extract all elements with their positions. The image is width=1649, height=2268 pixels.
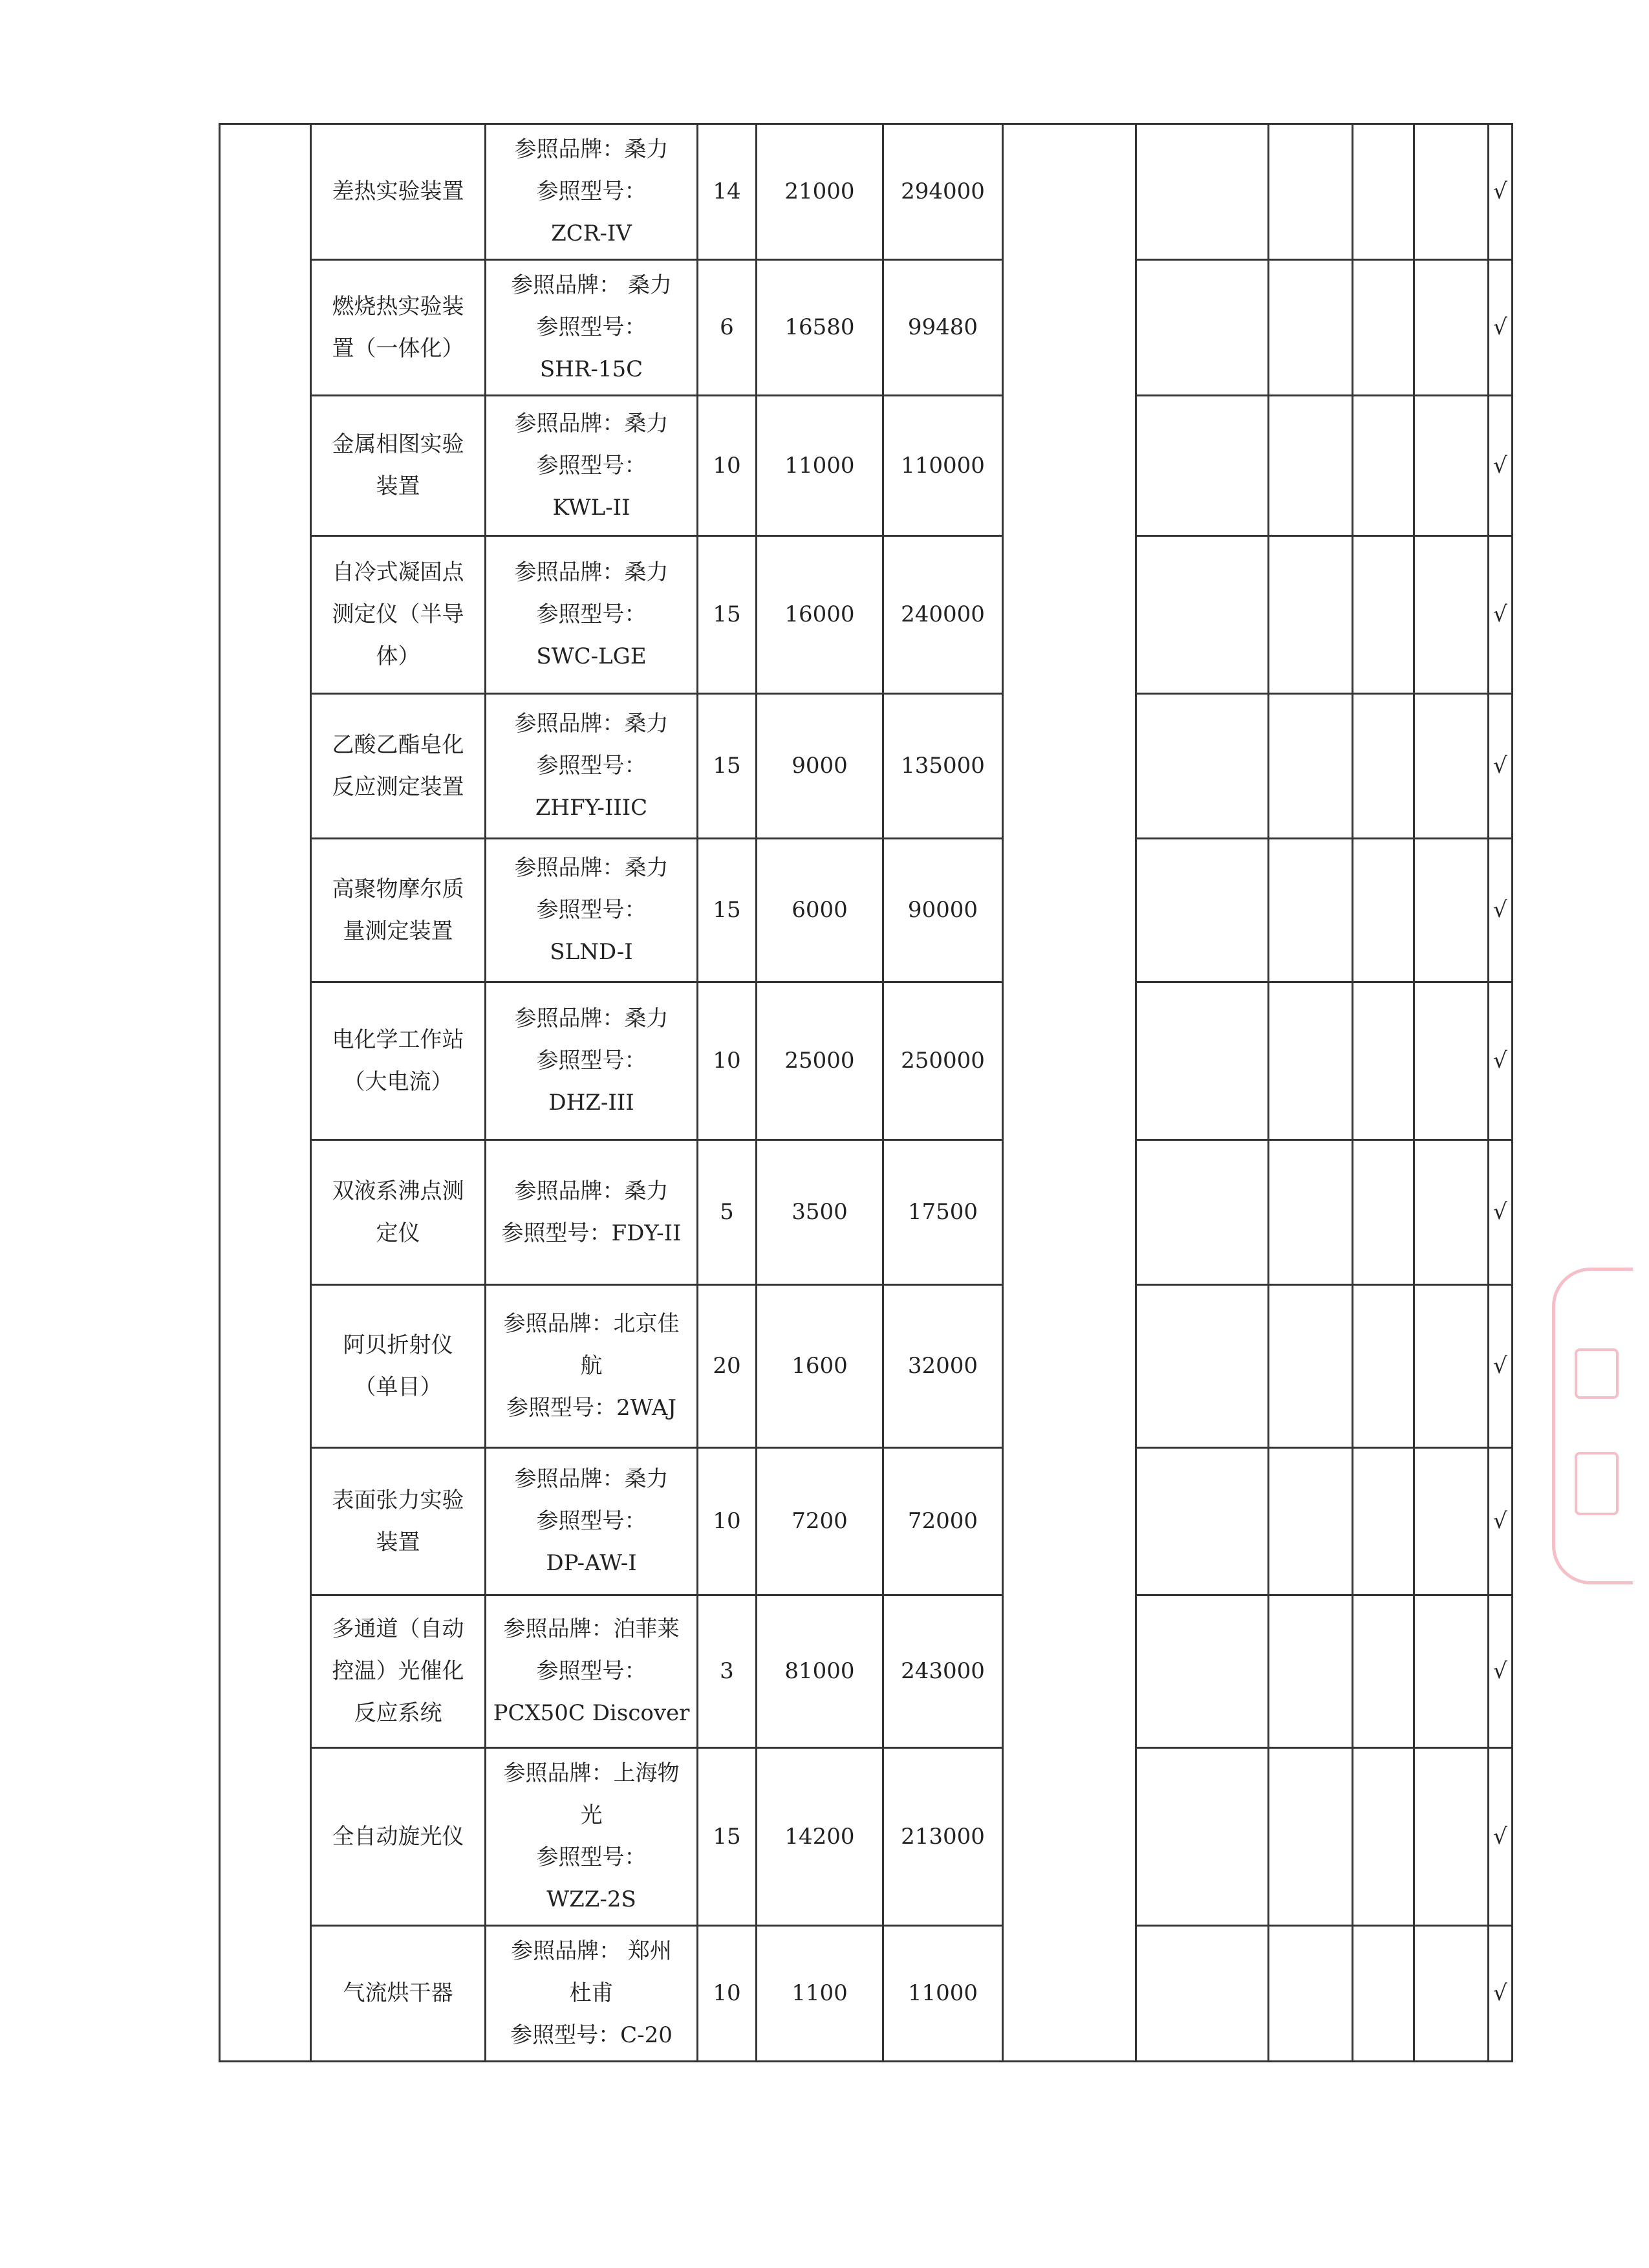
item-reference: 参照品牌：桑力 参照型号： DP-AW-I [514,1466,669,1576]
item-unit-price: 25000 [784,1048,855,1074]
blank-cell [1136,124,1269,260]
blank-cell [1136,1140,1269,1285]
blank-cell [1136,1926,1269,2062]
check-cell [1489,124,1513,260]
item-unit-price: 11000 [784,452,855,479]
item-quantity-cell [698,260,757,396]
checkmark: √ [1493,753,1507,779]
item-name: 电化学工作站 （大电流） [332,1026,464,1095]
blank-cell [1269,536,1353,694]
item-name-cell [311,839,486,982]
table-row [220,1448,1513,1595]
item-quantity-cell [698,982,757,1140]
item-unit-price-cell [757,1285,883,1448]
blank-cell [1414,1748,1489,1926]
item-unit-price: 81000 [784,1658,855,1684]
checkmark: √ [1493,314,1507,340]
blank-cell [1136,260,1269,396]
item-name: 气流烘干器 [343,1980,453,2006]
table-row [220,1926,1513,2062]
blank-cell [1136,694,1269,839]
blank-cell [1414,1448,1489,1595]
blank-cell [1353,1448,1414,1595]
item-quantity: 10 [713,1980,741,2006]
equipment-table [219,123,1513,2062]
table-row [220,1595,1513,1748]
table-row [220,124,1513,260]
item-name: 乙酸乙酯皂化 反应测定装置 [332,731,464,800]
check-cell [1489,1448,1513,1595]
blank-cell [1414,396,1489,536]
blank-cell [1353,536,1414,694]
item-total-price-cell [883,536,1003,694]
check-cell [1489,536,1513,694]
item-total-price: 250000 [901,1048,985,1074]
item-quantity: 6 [720,314,734,340]
item-quantity-cell [698,124,757,260]
item-quantity: 10 [713,1508,741,1534]
item-reference-cell [486,396,698,536]
item-total-price-cell [883,1285,1003,1448]
item-reference: 参照品牌：桑力 参照型号： ZCR-IV [514,136,669,246]
blank-cell [1414,1595,1489,1748]
item-unit-price-cell [757,1926,883,2062]
item-reference-cell [486,982,698,1140]
item-total-price-cell [883,1926,1003,2062]
blank-cell [1136,839,1269,982]
item-name-cell [311,260,486,396]
item-total-price-cell [883,124,1003,260]
blank-cell [1136,1285,1269,1448]
table-body [220,124,1513,2062]
blank-cell [1269,1448,1353,1595]
blank-cell [1269,1285,1353,1448]
check-cell [1489,1285,1513,1448]
item-name-cell [311,1748,486,1926]
item-name: 高聚物摩尔质 量测定装置 [332,876,464,944]
merged-blank-cell [1003,124,1136,2062]
checkmark: √ [1493,452,1507,479]
item-total-price: 294000 [901,178,985,204]
blank-cell [1353,839,1414,982]
item-quantity: 15 [713,1823,741,1850]
blank-cell [1353,260,1414,396]
blank-cell [1269,1926,1353,2062]
item-reference-cell [486,1926,698,2062]
item-total-price-cell [883,1140,1003,1285]
item-total-price: 32000 [907,1353,978,1379]
checkmark: √ [1493,178,1507,204]
blank-cell [1269,1140,1353,1285]
blank-cell [1353,124,1414,260]
item-reference-cell [486,536,698,694]
table-row [220,839,1513,982]
item-total-price-cell [883,396,1003,536]
blank-cell [1414,694,1489,839]
blank-cell [1414,982,1489,1140]
item-name-cell [311,982,486,1140]
item-reference: 参照品牌： 郑州 杜甫 参照型号：C-20 [510,1938,673,2048]
blank-cell [1269,1748,1353,1926]
item-unit-price-cell [757,1140,883,1285]
item-reference-cell [486,1595,698,1748]
item-unit-price: 3500 [792,1199,848,1225]
item-total-price: 213000 [901,1823,985,1850]
blank-cell [1353,982,1414,1140]
item-unit-price-cell [757,839,883,982]
item-total-price-cell [883,839,1003,982]
item-quantity-cell [698,839,757,982]
table-row [220,694,1513,839]
item-reference: 参照品牌：泊菲莱 参照型号： PCX50C Discover [493,1616,690,1726]
item-unit-price: 14200 [784,1823,855,1850]
check-cell [1489,839,1513,982]
item-quantity-cell [698,1926,757,2062]
item-reference-cell [486,694,698,839]
item-reference: 参照品牌：上海物 光 参照型号： WZZ-2S [503,1760,680,1912]
item-unit-price-cell [757,1748,883,1926]
red-seal-stamp [1552,1268,1633,1584]
item-total-price: 72000 [907,1508,978,1534]
checkmark: √ [1493,1353,1507,1379]
item-total-price: 90000 [907,897,978,923]
item-name-cell [311,124,486,260]
item-quantity: 14 [713,178,741,204]
item-total-price: 240000 [901,601,985,627]
item-unit-price-cell [757,124,883,260]
item-total-price: 99480 [907,314,978,340]
item-unit-price-cell [757,260,883,396]
check-cell [1489,260,1513,396]
item-quantity: 10 [713,452,741,479]
item-quantity-cell [698,694,757,839]
item-reference: 参照品牌：桑力 参照型号：FDY-II [501,1178,682,1246]
blank-cell [1269,124,1353,260]
checkmark: √ [1493,1658,1507,1684]
check-cell [1489,1140,1513,1285]
table-row [220,982,1513,1140]
item-reference-cell [486,839,698,982]
item-total-price-cell [883,260,1003,396]
item-total-price: 135000 [901,753,985,779]
blank-cell [1414,1140,1489,1285]
item-total-price: 17500 [907,1199,978,1225]
item-quantity-cell [698,536,757,694]
checkmark: √ [1493,897,1507,923]
blank-cell [1353,1748,1414,1926]
item-name: 多通道（自动 控温）光催化 反应系统 [332,1616,464,1726]
item-quantity: 15 [713,897,741,923]
blank-cell [1136,982,1269,1140]
item-reference: 参照品牌：桑力 参照型号： SWC-LGE [514,559,669,669]
item-name: 双液系沸点测 定仪 [332,1178,464,1246]
item-name-cell [311,694,486,839]
blank-cell [1414,1285,1489,1448]
item-reference-cell [486,1140,698,1285]
item-unit-price: 1100 [792,1980,848,2006]
blank-cell [1414,260,1489,396]
blank-cell [1136,1448,1269,1595]
item-unit-price-cell [757,1448,883,1595]
checkmark: √ [1493,601,1507,627]
blank-cell [1414,124,1489,260]
item-unit-price-cell [757,694,883,839]
item-reference-cell [486,260,698,396]
item-quantity-cell [698,1140,757,1285]
blank-cell [1414,839,1489,982]
item-quantity: 3 [720,1658,734,1684]
item-quantity-cell [698,1285,757,1448]
item-total-price-cell [883,1748,1003,1926]
check-cell [1489,1748,1513,1926]
item-unit-price: 16000 [784,601,855,627]
item-unit-price: 7200 [792,1508,848,1534]
item-total-price-cell [883,694,1003,839]
item-quantity-cell [698,1595,757,1748]
table-row [220,1285,1513,1448]
item-unit-price: 1600 [792,1353,848,1379]
blank-cell [1269,260,1353,396]
item-name: 燃烧热实验装 置（一体化） [332,293,464,362]
blank-cell [1269,1595,1353,1748]
check-cell [1489,1595,1513,1748]
blank-cell [1353,1926,1414,2062]
item-unit-price-cell [757,1595,883,1748]
check-cell [1489,694,1513,839]
item-name-cell [311,1926,486,2062]
table-row [220,260,1513,396]
item-name-cell [311,1448,486,1595]
item-name-cell [311,1140,486,1285]
blank-cell [1136,1595,1269,1748]
item-unit-price: 6000 [792,897,848,923]
check-cell [1489,396,1513,536]
item-name: 金属相图实验 装置 [332,431,464,499]
item-reference-cell [486,124,698,260]
item-quantity-cell [698,1448,757,1595]
item-name-cell [311,1285,486,1448]
item-quantity-cell [698,1748,757,1926]
item-total-price: 11000 [907,1980,978,2006]
blank-cell [1353,1140,1414,1285]
item-quantity: 10 [713,1048,741,1074]
item-unit-price-cell [757,536,883,694]
table-row [220,1140,1513,1285]
item-unit-price-cell [757,982,883,1140]
item-total-price: 110000 [901,452,985,479]
blank-cell [1269,839,1353,982]
item-total-price-cell [883,1448,1003,1595]
blank-cell [1269,396,1353,536]
item-reference-cell [486,1448,698,1595]
item-quantity: 15 [713,753,741,779]
item-reference: 参照品牌：桑力 参照型号： KWL-II [514,410,669,521]
table-row [220,396,1513,536]
checkmark: √ [1493,1823,1507,1850]
table-row [220,536,1513,694]
checkmark: √ [1493,1048,1507,1074]
item-reference: 参照品牌：桑力 参照型号： DHZ-III [514,1006,669,1116]
item-name-cell [311,1595,486,1748]
item-name: 全自动旋光仪 [332,1823,464,1850]
item-total-price-cell [883,1595,1003,1748]
item-unit-price: 21000 [784,178,855,204]
check-cell [1489,982,1513,1140]
item-reference-cell [486,1748,698,1926]
item-total-price: 243000 [901,1658,985,1684]
blank-cell [1136,536,1269,694]
item-quantity: 5 [720,1199,734,1225]
category-cell [220,124,311,2062]
item-reference-cell [486,1285,698,1448]
blank-cell [1136,396,1269,536]
blank-cell [1353,1595,1414,1748]
item-total-price-cell [883,982,1003,1140]
item-reference: 参照品牌： 桑力 参照型号： SHR-15C [511,272,672,382]
item-quantity-cell [698,396,757,536]
blank-cell [1136,1748,1269,1926]
item-unit-price: 16580 [784,314,855,340]
blank-cell [1269,694,1353,839]
blank-cell [1353,1285,1414,1448]
checkmark: √ [1493,1980,1507,2006]
blank-cell [1269,982,1353,1140]
table-row [220,1748,1513,1926]
item-quantity: 20 [713,1353,741,1379]
item-reference: 参照品牌：北京佳 航 参照型号：2WAJ [503,1311,680,1421]
item-name-cell [311,536,486,694]
blank-cell [1353,396,1414,536]
blank-cell [1353,694,1414,839]
item-reference: 参照品牌：桑力 参照型号： SLND-I [514,855,669,965]
item-name: 表面张力实验 装置 [332,1487,464,1555]
checkmark: √ [1493,1508,1507,1534]
check-cell [1489,1926,1513,2062]
blank-cell [1414,1926,1489,2062]
item-unit-price: 9000 [792,753,848,779]
item-name-cell [311,396,486,536]
item-unit-price-cell [757,396,883,536]
item-name: 阿贝折射仪 （单目） [343,1332,453,1400]
item-reference: 参照品牌：桑力 参照型号： ZHFY-IIIC [514,711,669,821]
checkmark: √ [1493,1199,1507,1225]
blank-cell [1414,536,1489,694]
item-name: 差热实验装置 [332,178,464,204]
item-name: 自冷式凝固点 测定仪（半导 体） [332,559,464,669]
item-quantity: 15 [713,601,741,627]
